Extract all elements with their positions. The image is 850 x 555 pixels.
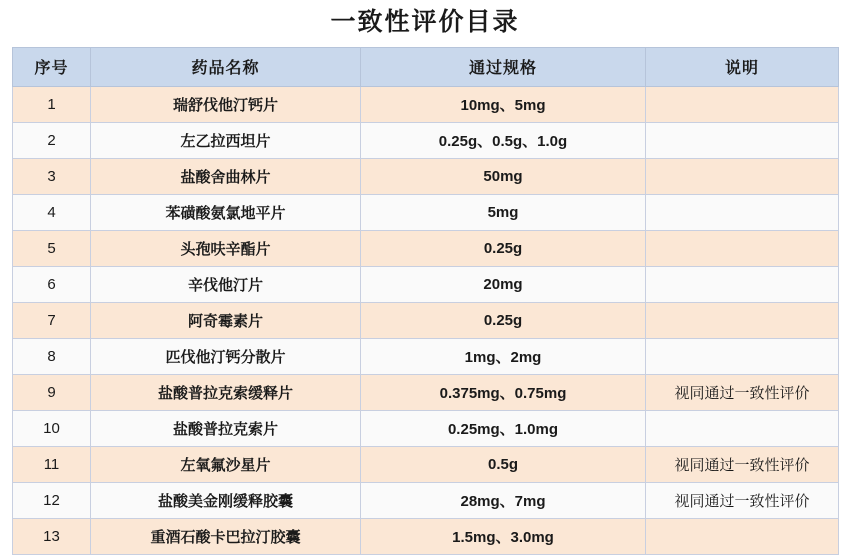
column-header-name: 药品名称 <box>91 47 361 86</box>
cell-spec: 0.375mg、0.75mg <box>361 374 646 410</box>
cell-name: 左乙拉西坦片 <box>91 122 361 158</box>
cell-spec: 10mg、5mg <box>361 86 646 122</box>
cell-note: 视同通过一致性评价 <box>646 482 839 518</box>
cell-no: 9 <box>13 374 91 410</box>
cell-no: 1 <box>13 86 91 122</box>
cell-name: 辛伐他汀片 <box>91 266 361 302</box>
table-body <box>13 86 839 554</box>
cell-no: 8 <box>13 338 91 374</box>
cell-no: 6 <box>13 266 91 302</box>
cell-note <box>646 266 839 302</box>
cell-name: 匹伐他汀钙分散片 <box>91 338 361 374</box>
table-header-row <box>13 47 839 86</box>
cell-name: 阿奇霉素片 <box>91 302 361 338</box>
cell-note <box>646 86 839 122</box>
cell-no: 3 <box>13 158 91 194</box>
table-row <box>13 374 839 410</box>
cell-spec: 1mg、2mg <box>361 338 646 374</box>
cell-name: 盐酸舍曲林片 <box>91 158 361 194</box>
cell-spec: 0.25g <box>361 230 646 266</box>
cell-no: 11 <box>13 446 91 482</box>
cell-note <box>646 122 839 158</box>
cell-note: 视同通过一致性评价 <box>646 446 839 482</box>
cell-note <box>646 338 839 374</box>
cell-note <box>646 194 839 230</box>
cell-name: 盐酸普拉克索片 <box>91 410 361 446</box>
cell-name: 头孢呋辛酯片 <box>91 230 361 266</box>
cell-name: 苯磺酸氨氯地平片 <box>91 194 361 230</box>
table-row <box>13 230 839 266</box>
cell-note <box>646 158 839 194</box>
column-header-no: 序号 <box>13 47 91 86</box>
cell-name: 盐酸美金刚缓释胶囊 <box>91 482 361 518</box>
cell-spec: 28mg、7mg <box>361 482 646 518</box>
cell-note: 视同通过一致性评价 <box>646 374 839 410</box>
cell-spec: 5mg <box>361 194 646 230</box>
table-row <box>13 482 839 518</box>
cell-spec: 1.5mg、3.0mg <box>361 518 646 554</box>
cell-name: 盐酸普拉克索缓释片 <box>91 374 361 410</box>
table-row <box>13 158 839 194</box>
cell-no: 5 <box>13 230 91 266</box>
cell-no: 4 <box>13 194 91 230</box>
cell-name: 左氧氟沙星片 <box>91 446 361 482</box>
table-row <box>13 122 839 158</box>
table-row <box>13 338 839 374</box>
cell-note <box>646 302 839 338</box>
table-row <box>13 410 839 446</box>
cell-spec: 50mg <box>361 158 646 194</box>
table-row <box>13 194 839 230</box>
cell-spec: 20mg <box>361 266 646 302</box>
cell-note <box>646 230 839 266</box>
table-row <box>13 86 839 122</box>
cell-spec: 0.25g、0.5g、1.0g <box>361 122 646 158</box>
table-row <box>13 518 839 554</box>
cell-spec: 0.25g <box>361 302 646 338</box>
cell-no: 7 <box>13 302 91 338</box>
column-header-spec: 通过规格 <box>361 47 646 86</box>
cell-note <box>646 518 839 554</box>
cell-name: 重酒石酸卡巴拉汀胶囊 <box>91 518 361 554</box>
page-title: 一致性评价目录 <box>330 8 520 36</box>
cell-no: 13 <box>13 518 91 554</box>
cell-name: 瑞舒伐他汀钙片 <box>91 86 361 122</box>
cell-spec: 0.5g <box>361 446 646 482</box>
column-header-note: 说明 <box>646 47 839 86</box>
table-row <box>13 302 839 338</box>
cell-no: 12 <box>13 482 91 518</box>
table-row <box>13 446 839 482</box>
cell-no: 10 <box>13 410 91 446</box>
cell-note <box>646 410 839 446</box>
cell-spec: 0.25mg、1.0mg <box>361 410 646 446</box>
table-row <box>13 266 839 302</box>
catalog-table <box>12 47 839 555</box>
cell-no: 2 <box>13 122 91 158</box>
